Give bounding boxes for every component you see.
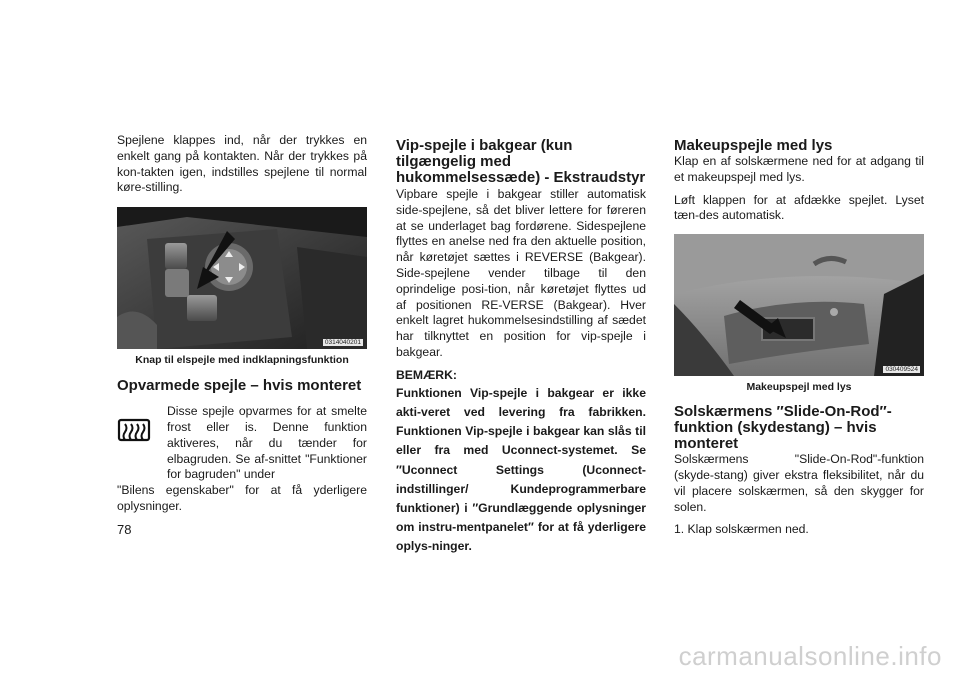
step-1: 1. Klap solskærmen ned. xyxy=(674,522,809,537)
vanity-mirror-illustration xyxy=(674,234,924,376)
figure-code: 0314040201 xyxy=(324,339,361,347)
section-heading-tilt-mirrors: Vip-spejle i bakgear (kun tilgængelig med hukommelsessæde) - Ekstraudstyr xyxy=(396,137,646,186)
figure-caption: Knap til elspejle med indklapningsfunktion xyxy=(135,354,349,367)
heated-mirrors-text-cont: "Bilens egenskaber" for at få yderligere oplysninger. xyxy=(117,483,367,513)
note-body: Funktionen Vip-spejle i bakgear er ikke akti-veret ved levering fra fabrikken. Funktionen Vip-spejle i bakgear kan slås til eller fra med Uconnect-systemet. Se ″Uconnect Settings (Uconnect-indstillinger/ Kundeprogrammerbare funktioner) i ″Grundlæggende oplysninger om instru-mentpanelet″ for at få yderligere oplys-ninger. xyxy=(396,385,646,554)
mirror-switch-illustration xyxy=(117,207,367,349)
rear-defrost-icon xyxy=(117,418,151,446)
mirror-switch-figure xyxy=(117,207,367,349)
mirror-fold-paragraph: Spejlene klappes ind, når der trykkes en enkelt gang på kontakten. Når der trykkes på kon-takten igen, indstilles spejlene til normal køre-stilling. xyxy=(117,133,367,195)
slide-on-rod-text: Solskærmens "Slide-On-Rod"-funktion (skyde-stang) giver ekstra fleksibilitet, når du vil placere solskærmen, så den skygger for solen. xyxy=(674,452,924,514)
vanity-mirror-figure xyxy=(674,234,924,376)
watermark: carmanualsonline.info xyxy=(678,641,942,671)
page-number: 78 xyxy=(117,522,132,537)
heated-mirrors-block xyxy=(117,404,367,483)
figure-code: 030409524 xyxy=(885,366,918,374)
note-label: BEMÆRK: xyxy=(396,367,457,382)
vanity-mirrors-text-2: Løft klappen for at afdække spejlet. Lyset tæn-des automatisk. xyxy=(674,192,924,223)
tilt-mirrors-body: Vipbare spejle i bakgear stiller automatisk side-spejlene, så det bliver lettere for føreren at se underlaget bag fordørene. Sidespejlene flyttes en anelse ned fra den aktuelle position, når køretøjet sættes i REVERSE (Bakgear). Side-spejlene vender tilbage til den oprindelige posi-tion, når køretøjet flyttes ud af positionen RE-VERSE (Bakgear). Hver enkelt lagret hukommelsesindstilling af sædet har tilknyttet en position for vip-spejle i bakgear. xyxy=(396,187,646,359)
column-middle xyxy=(396,138,646,557)
section-heading-slide-on-rod: Solskærmens ″Slide-On-Rod″-funktion (skydestang) – hvis monteret xyxy=(674,403,892,453)
vanity-mirrors-text-1: Klap en af solskærmene ned for at adgang til et makeupspejl med lys. xyxy=(674,154,924,184)
figure-caption: Makeupspejl med lys xyxy=(746,381,852,394)
section-heading-vanity-mirrors: Makeupspejle med lys xyxy=(674,137,833,154)
column-right xyxy=(674,138,924,538)
section-heading-heated-mirrors: Opvarmede spejle – hvis monteret xyxy=(117,377,362,395)
heated-mirrors-text: Disse spejle opvarmes for at smelte frost eller is. Denne funktion aktiveres, når du tænder for elbagruden. Se af-snittet "Funktioner for bagruden" under xyxy=(167,404,367,482)
column-left xyxy=(117,133,367,515)
